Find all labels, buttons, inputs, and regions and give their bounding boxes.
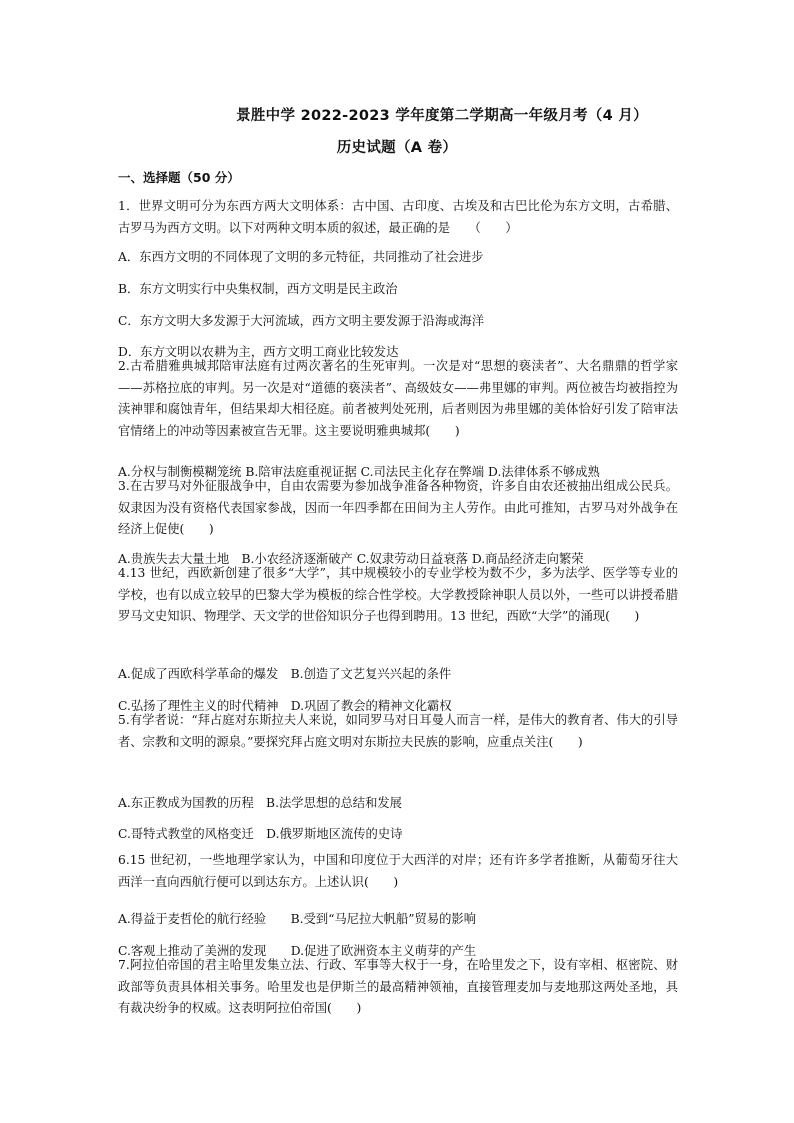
question-5-stem: 5.有学者说：“拜占庭对东斯拉夫人来说，如同罗马对日耳曼人而言一样，是伟大的教育者、伟大的引导者、宗教和文明的源泉。”要探究拜占庭文明对东斯拉夫民族的影响，应重点关注( )	[118, 713, 678, 749]
question-3-stem: 3.在古罗马对外征服战争中，自由农需要为参加战争准备各种物资，许多自由农还被抽出组成公民兵。奴隶因为没有资格代表国家参战，因而一年四季都在田间为主人劳作。由此可推知，古罗马对外战争在经济上促使( )	[118, 479, 678, 536]
question-1-option-c: C．东方文明大多发源于大河流域，西方文明主要发源于沿海或海洋	[118, 314, 485, 328]
question-1-option-d: D．东方文明以农耕为主，西方文明工商业比较发达	[118, 345, 399, 359]
question-6-stem: 6.15 世纪初，一些地理学家认为，中国和印度位于大西洋的对岸；还有许多学者推断，从葡萄牙往大西洋一直向西航行便可以到达东方。上述认识( )	[118, 853, 678, 889]
question-6-option-ab: A.得益于麦哲伦的航行经验 B.受到“马尼拉大帆船”贸易的影响	[118, 912, 477, 926]
question-2-stem: 2.古希腊雅典城邦陪审法庭有过两次著名的生死审判。一次是对“思想的亵渎者”、大名鼎鼎的哲学家——苏格拉底的审判。另一次是对“道德的亵渎者”、高级妓女——弗里娜的审判。两位被告均被指控为渎神罪和腐蚀青年，但结果却大相径庭。前者被判处死刑，后者则因为弗里娜的美体恰好引发了陪审法官情绪上的冲动等因素被宣告无罪。这主要说明雅典城邦( )	[118, 359, 678, 438]
question-4-option-cd: C.弘扬了理性主义的时代精神 D.巩固了教会的精神文化霸权	[118, 699, 452, 713]
question-5-option-cd: C.哥特式教堂的风格变迁 D.俄罗斯地区流传的史诗	[118, 827, 403, 841]
exam-title: 景胜中学 2022-2023 学年度第二学期高一年级月考（4 月）	[236, 108, 648, 124]
exam-subtitle: 历史试题（A 卷）	[336, 140, 458, 156]
question-4-option-ab: A.促成了西欧科学革命的爆发 B.创造了文艺复兴兴起的条件	[118, 667, 452, 681]
question-7-stem: 7.阿拉伯帝国的君主哈里发集立法、行政、军事等大权于一身，在哈里发之下，设有宰相、枢密院、财政部等负责具体相关事务。哈里发也是伊斯兰的最高精神领袖，直接管理麦加与麦地那这两处圣地，具有裁决纷争的权威。这表明阿拉伯帝国( )	[118, 958, 678, 1015]
section-title: 一、选择题（50 分）	[118, 170, 240, 185]
question-1-stem: 1．世界文明可分为东西方两大文明体系：古中国、古印度、古埃及和古巴比伦为东方文明，古希腊、古罗马为西方文明。以下对两种文明本质的叙述，最正确的是 （ ）	[118, 199, 678, 235]
question-1-option-a: A．东西方文明的不同体现了文明的多元特征，共同推动了社会进步	[118, 250, 484, 264]
question-4-stem: 4.13 世纪，西欧新创建了很多“大学”，其中规模较小的专业学校为数不少，多为法学、医学等专业的学校，也有以成立较早的巴黎大学为模板的综合性学校。大学教授除神职人员以外，一些可以讲授希腊罗马文史知识、物理学、天文学的世俗知识分子也得到聘用。13 世纪，西欧“大学”的涌现( )	[118, 566, 678, 623]
question-3-options: A.贵族失去大量土地 B.小农经济逐渐破产 C.奴隶劳动日益衰落 D.商品经济走向繁荣	[118, 552, 584, 566]
question-6-option-cd: C.客观上推动了美洲的发现 D.促进了欧洲资本主义萌芽的产生	[118, 944, 477, 958]
question-2-options: A.分权与制衡模糊笼统 B.陪审法庭重视证据 C.司法民主化存在弊端 D.法律体系不够成熟	[118, 465, 600, 479]
question-5-option-ab: A.东正教成为国教的历程 B.法学思想的总结和发展	[118, 796, 402, 810]
question-1-option-b: B．东方文明实行中央集权制，西方文明是民主政治	[118, 282, 398, 296]
